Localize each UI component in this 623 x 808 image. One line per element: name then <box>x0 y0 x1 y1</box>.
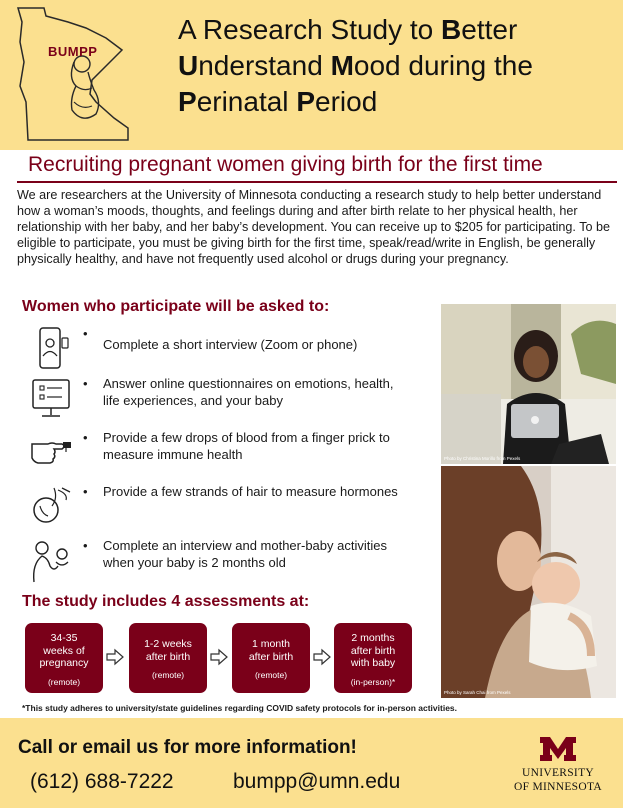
bullet: • <box>83 538 88 553</box>
task-item <box>28 376 408 426</box>
assessment-note: (remote) <box>254 670 288 680</box>
task-text: Complete a short interview (Zoom or phone) <box>103 337 358 352</box>
assessment-box <box>25 623 103 693</box>
mother-baby-icon <box>28 538 74 584</box>
footer-banner <box>0 718 623 808</box>
hair-strand-icon <box>28 484 74 530</box>
umn-m-logo <box>538 735 578 763</box>
page-title: A Research Study to Better Understand Mood during the Perinatal Period <box>178 14 533 117</box>
finger-prick-icon <box>28 430 74 476</box>
assessment-box <box>334 623 412 693</box>
assessment-line: 1 month <box>252 638 290 650</box>
woman-laptop-photo <box>441 304 616 464</box>
phone-video-icon <box>28 326 74 372</box>
assessment-line: weeks of <box>43 644 85 657</box>
cta-text: Call or email us for more information! <box>18 737 357 758</box>
assessment-line: after birth <box>350 644 396 657</box>
assessment-note: (in-person)* <box>350 676 396 687</box>
bullet: • <box>83 430 88 445</box>
phone-number[interactable]: (612) 688-7222 <box>30 770 174 793</box>
task-text: Provide a few drops of blood from a finger prick to measure immune health <box>103 430 390 462</box>
arrow-right-icon <box>210 648 228 666</box>
task-item <box>28 484 408 534</box>
computer-form-icon <box>28 376 74 422</box>
assessment-box <box>232 623 310 693</box>
task-item <box>28 326 408 376</box>
task-text: Provide a few strands of hair to measure hormones <box>103 484 398 499</box>
assessments-heading: The study includes 4 assessments at: <box>22 593 310 610</box>
assessment-line: with baby <box>350 657 396 669</box>
assessment-line: after birth <box>248 650 294 663</box>
intro-paragraph: We are researchers at the University of Minnesota conducting a research study to help better understand how a woman’s moods, thoughts, and feelings during and after birth relate to her physical health, her relationship with her baby, and her baby’s development. You can receive up to $205 for participating. To be eligible to participate, you must be giving birth for the first time, speak/read/write in English, be generally physically healthy, and have not frequently used alcohol or drugs during your pregnancy. <box>17 188 610 267</box>
arrow-right-icon <box>106 648 124 666</box>
email-address[interactable]: bumpp@umn.edu <box>233 770 401 793</box>
assessment-line: after birth <box>145 650 191 663</box>
university-name: UNIVERSITY OF MINNESOTA <box>514 767 602 793</box>
photo-credit: Photo by Sarah Chai from Pexels <box>444 690 511 695</box>
bullet: • <box>83 376 88 391</box>
photo-credit: Photo by Christina Morillo from Pexels <box>444 456 521 461</box>
assessment-line: 2 months <box>351 632 395 644</box>
assessment-note: (remote) <box>151 670 185 680</box>
bullet: • <box>83 484 88 499</box>
task-text: Answer online questionnaires on emotions, health, life experiences, and your baby <box>103 376 394 408</box>
recruiting-heading: Recruiting pregnant women giving birth for the first time <box>28 153 543 176</box>
covid-footnote: *This study adheres to university/state guidelines regarding COVID safety protocols for in-person activities. <box>22 703 458 713</box>
assessment-box <box>129 623 207 693</box>
arrow-right-icon <box>313 648 331 666</box>
assessment-line: 1-2 weeks <box>144 638 192 650</box>
divider <box>17 181 617 183</box>
minnesota-outline-icon <box>10 6 150 144</box>
assessment-line: pregnancy <box>39 657 89 669</box>
task-text: Complete an interview and mother-baby activities when your baby is 2 months old <box>103 538 387 570</box>
mother-baby-photo <box>441 466 616 698</box>
task-item <box>28 430 408 480</box>
bullet: • <box>83 326 88 341</box>
bumpp-logo <box>10 6 150 144</box>
assessment-note: (remote) <box>47 676 81 687</box>
logo-text: BUMPP <box>48 44 98 59</box>
tasks-heading: Women who participate will be asked to: <box>22 298 330 315</box>
task-item <box>28 538 408 588</box>
assessment-line: 34-35 <box>50 632 78 644</box>
